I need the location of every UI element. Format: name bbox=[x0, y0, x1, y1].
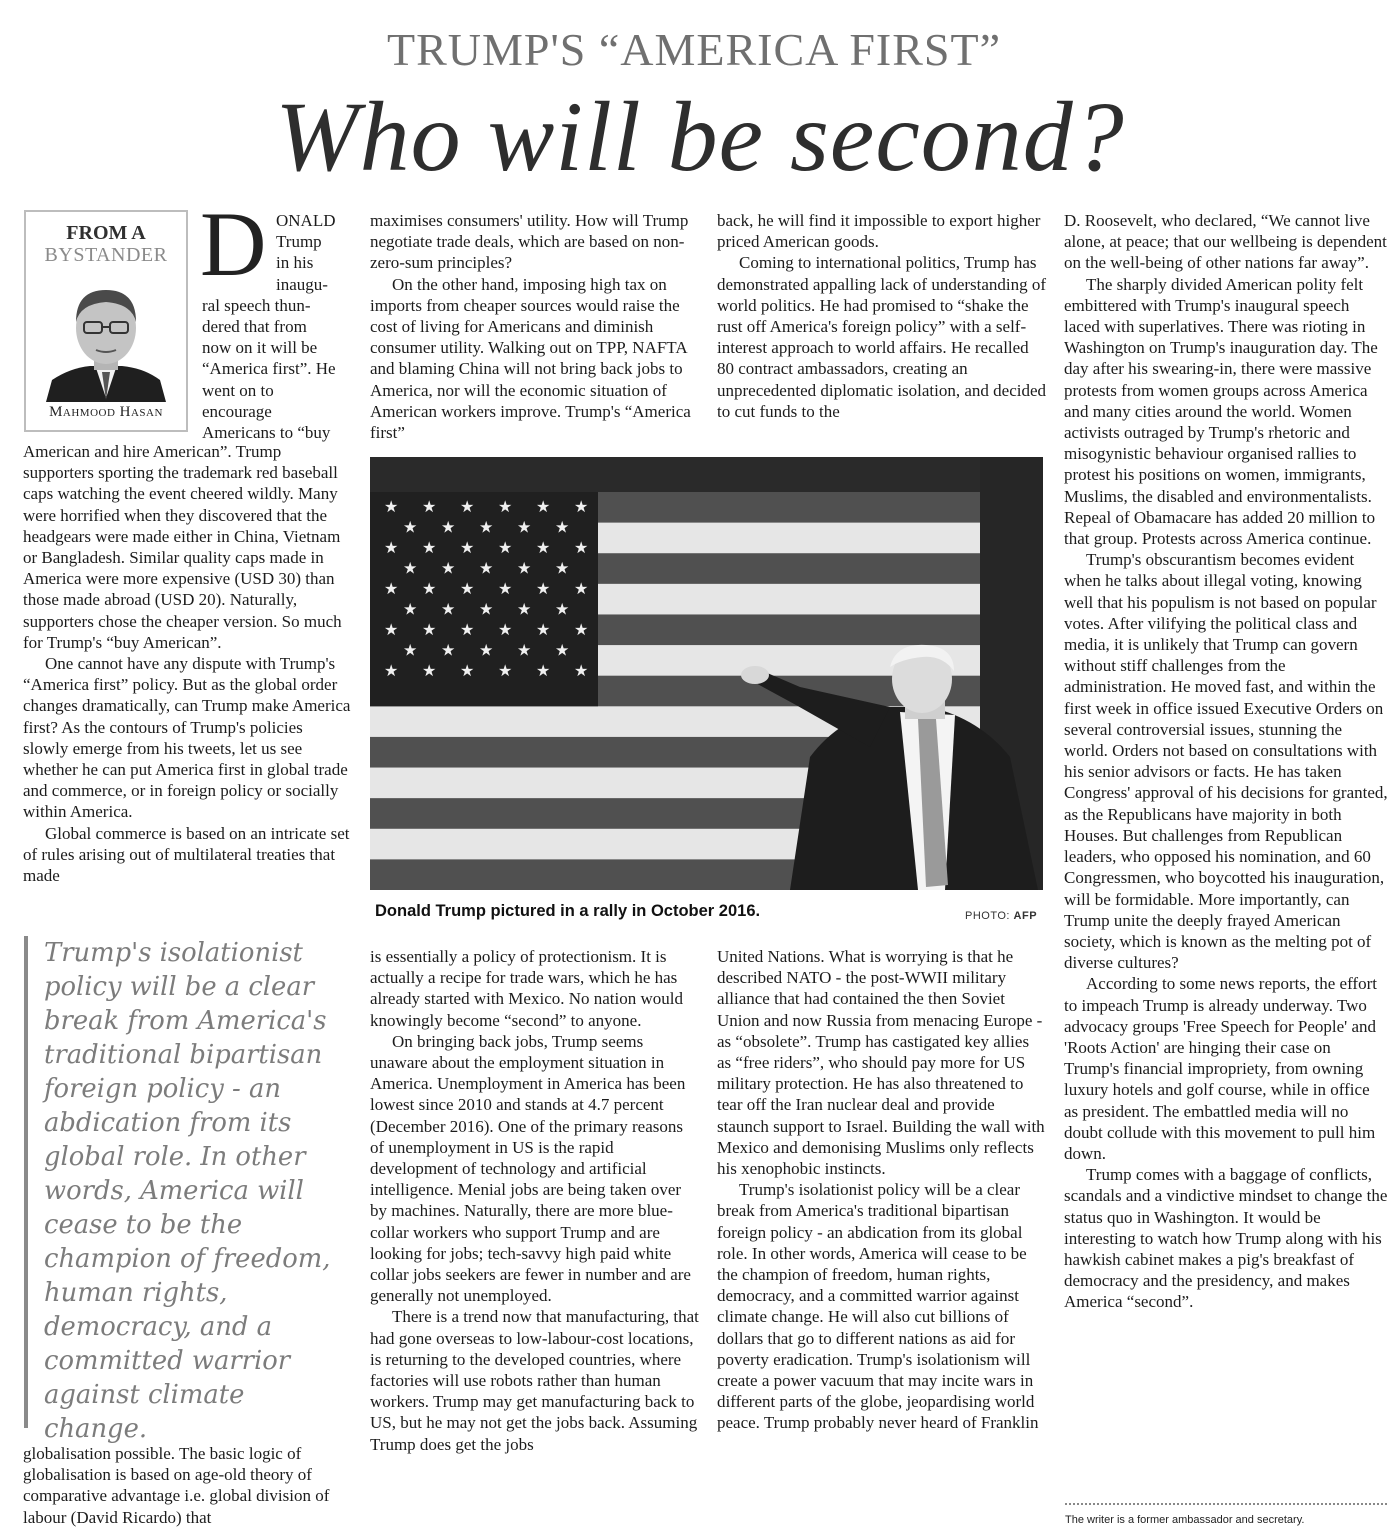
wrap-line: encourage bbox=[202, 401, 272, 421]
svg-text:★: ★ bbox=[498, 579, 513, 598]
svg-text:★: ★ bbox=[422, 579, 437, 598]
paragraph: On bringing back jobs, Trump seems unaware about the employment situation in America. Unemployment in America has been lowest since 2010 and stands at 4.7 percent (December 2016). One of the primary reasons of unemployment in US is the rapid development of technology and artificial intelligence. Menial jobs are being taken over by machines. Naturally, there are more blue-collar workers who support Trump and are looking for jobs; tech-savvy high paid white collar jobs seekers are fewer in number and are generally not unemployed. bbox=[370, 1031, 691, 1306]
svg-text:★: ★ bbox=[460, 538, 475, 557]
svg-text:★: ★ bbox=[498, 620, 513, 639]
svg-text:★: ★ bbox=[441, 517, 456, 537]
photo-credit bbox=[965, 910, 1037, 922]
paragraph: United Nations. What is worrying is that he described NATO - the post-WWII military alliance that had contained the then Soviet Union and now Russia from menacing Europe - as “obsolete”. Trump has castigated key allies as “free riders”, who should pay more for US military protection. He has also threatened to tear off the Iran nuclear deal and provide staunch support to Israel. Building the wall with Mexico and demonising Muslims only reflects his xenophobic instincts. bbox=[717, 947, 1045, 1179]
byline-box bbox=[24, 210, 188, 432]
wrap-line: Americans to “buy bbox=[202, 423, 331, 443]
svg-text:★: ★ bbox=[384, 661, 399, 680]
column-label-line1: FROM A bbox=[66, 222, 146, 244]
paragraph: According to some news reports, the effort to impeach Trump is already underway. Two advocacy groups 'Free Speech for People' and 'Roots Action' are hinging their case on Trump's financial impropriety, from owning luxury hotels and golf course, while in office as president. The embattled media will no doubt collude with this movement to pull him down. bbox=[1064, 974, 1377, 1163]
wrap-line: dered that from bbox=[202, 317, 307, 337]
paragraph: Trump comes with a baggage of conflicts, scandals and a vindictive mindset to change the status quo in Washington. It would be interesting to watch how Trump along with his hawkish cabinet makes a pig's breakfast of democracy and the presidency, and makes America “second”. bbox=[1064, 1165, 1388, 1312]
svg-text:★: ★ bbox=[555, 517, 570, 537]
svg-text:★: ★ bbox=[517, 517, 532, 537]
svg-text:★: ★ bbox=[479, 517, 494, 537]
svg-text:★: ★ bbox=[384, 579, 399, 598]
svg-text:★: ★ bbox=[498, 538, 513, 557]
svg-text:★: ★ bbox=[403, 599, 418, 619]
svg-text:★: ★ bbox=[517, 599, 532, 619]
wrap-line: now on it will be bbox=[202, 338, 318, 358]
svg-text:★: ★ bbox=[460, 497, 475, 516]
paragraph: globalisation possible. The basic logic of globalisation is based on age-old theory of comparative advantage i.e. global division of labour (David Ricardo) that bbox=[23, 1444, 330, 1527]
svg-text:★: ★ bbox=[403, 517, 418, 537]
svg-text:★: ★ bbox=[384, 538, 399, 557]
svg-text:★: ★ bbox=[384, 620, 399, 639]
svg-text:★: ★ bbox=[479, 558, 494, 578]
author-portrait bbox=[40, 272, 172, 402]
col1-end bbox=[23, 1443, 351, 1528]
wrap-line: Trump bbox=[276, 232, 322, 252]
svg-text:★: ★ bbox=[536, 579, 551, 598]
svg-text:★: ★ bbox=[574, 538, 589, 557]
drop-cap: D bbox=[200, 193, 267, 295]
svg-text:★: ★ bbox=[460, 661, 475, 680]
svg-text:★: ★ bbox=[460, 579, 475, 598]
paragraph: American and hire American”. Trump supporters sporting the trademark red baseball caps watching the event cheered wildly. Many were horrified when they discovered that the headgears were made either in China, Vietnam or Bangladesh. Similar quality caps made in America were more expensive (USD 30) than those made abroad (USD 20). Naturally, supporters chose the cheaper version. So much for Trump's “buy American”. bbox=[23, 442, 342, 652]
svg-text:★: ★ bbox=[517, 558, 532, 578]
svg-text:★: ★ bbox=[441, 640, 456, 660]
paragraph: Trump's isolationist policy will be a clear break from America's traditional bipartisan foreign policy - an abdication from its global role. In other words, America will cease to be the champion of freedom, human rights, democracy, and a committed warrior against climate change. He will also cut billions of dollars that go to different nations as aid for poverty eradication. Trump's isolationism will create a power vacuum that may incite wars in different parts of the globe, jeopardising world peace. Trump probably never heard of Franklin bbox=[717, 1180, 1039, 1433]
svg-text:★: ★ bbox=[403, 558, 418, 578]
author-name: Mahmood Hasan bbox=[49, 404, 163, 420]
pull-quote: Trump's isolationist policy will be a clear break from America's traditional bipartisan foreign policy - an abdication from its global role. In other words, America will cease to be the champion of freedom, human rights, democracy, and a committed warrior against climate change. bbox=[24, 936, 350, 1428]
wrap-line: went on to bbox=[202, 380, 274, 400]
svg-text:★: ★ bbox=[536, 538, 551, 557]
wrap-line: ONALD bbox=[276, 211, 336, 230]
kicker: TRUMP'S “AMERICA FIRST” bbox=[386, 24, 1002, 75]
col3-top bbox=[717, 210, 1047, 422]
svg-text:★: ★ bbox=[555, 599, 570, 619]
wrap-line: inaugu- bbox=[276, 274, 328, 294]
col2-top bbox=[370, 210, 700, 443]
paragraph: There is a trend now that manufacturing, that had gone overseas to low-labour-cost locations, is returning to the developed countries, where factories will use robots rather than human workers. Trump may get manufacturing back to US, but he may not get the jobs back. Assuming Trump does get the jobs bbox=[370, 1307, 699, 1454]
paragraph: One cannot have any dispute with Trump's “America first” policy. But as the global order changes dramatically, can Trump make America first? As the contours of Trump's policies slowly emerge from his tweets, let us see whether he can put America first in global trade and commerce, or in foreign policy or socially within America. bbox=[23, 654, 351, 822]
paragraph: The sharply divided American polity felt embittered with Trump's inaugural speech laced with superlatives. There was rioting in Washington on Trump's inauguration day. The day after his swearing-in, there were massive protests from women groups across America and many cities around the world. Women activists outraged by Trump's rhetoric and misogynistic behaviour organised rallies to protest his positions on women, immigrants, Muslims, the disabled and environmentalists. Repeal of Obamacare has added 20 million to that group. Protests across America continue. bbox=[1064, 274, 1378, 549]
wrap-line: in his bbox=[276, 253, 314, 273]
photo-credit-label: PHOTO: bbox=[965, 910, 1010, 922]
svg-text:★: ★ bbox=[536, 620, 551, 639]
col2-bottom bbox=[370, 946, 700, 1455]
paragraph: Coming to international politics, Trump has demonstrated appalling lack of understanding of world politics. He had promised to “shake the rust off America's foreign policy” with a self-interest approach to world affairs. He recalled 80 contract ambassadors, creating an unprecedented diplomatic isolation, and decided to cut funds to the bbox=[717, 253, 1047, 421]
paragraph: Trump's obscurantism becomes evident when he talks about illegal voting, knowing well that his populism is not based on popular votes. After vilifying the political class and media, it is unlikely that Trump can govern without stiff challenges from the administration. He moved fast, and within the first week in office issued Executive Orders on several controversial issues, stunning the world. Orders not based on consultations with his senior advisors or facts. He has taken Congress' approval of his decisions for granted, as the Republicans have majority in both Houses. But challenges from Republican leaders, who opposed his nomination, and 60 Congressmen, who boycotted his inauguration, will be formidable. More importantly, can Trump unite the deeply frayed American society, which is known as the melting pot of diverse cultures? bbox=[1064, 550, 1388, 973]
svg-text:★: ★ bbox=[498, 497, 513, 516]
rally-photo bbox=[370, 457, 1043, 890]
svg-text:★: ★ bbox=[574, 497, 589, 516]
svg-text:★: ★ bbox=[574, 579, 589, 598]
svg-text:★: ★ bbox=[384, 497, 399, 516]
svg-text:★: ★ bbox=[403, 640, 418, 660]
svg-text:★: ★ bbox=[536, 497, 551, 516]
paragraph: Global commerce is based on an intricate set of rules arising out of multilateral treaties that made bbox=[23, 823, 350, 886]
paragraph: On the other hand, imposing high tax on imports from cheaper sources would raise the cost of living for Americans and diminish consumer utility. Walking out on TPP, NAFTA and blaming China will not bring back jobs to America, nor will the economic situation of American workers improve. Trump's “America first” bbox=[370, 274, 691, 443]
divider bbox=[1065, 1503, 1387, 1505]
col4 bbox=[1064, 210, 1388, 1313]
author-note: The writer is a former ambassador and secretary. bbox=[1065, 1514, 1305, 1526]
col1-wrap bbox=[202, 210, 352, 443]
svg-text:★: ★ bbox=[422, 661, 437, 680]
svg-text:★: ★ bbox=[555, 640, 570, 660]
column-label-line2: BYSTANDER bbox=[44, 244, 168, 266]
photo-credit-source: AFP bbox=[1013, 910, 1038, 922]
flag-image bbox=[370, 457, 1043, 890]
wrap-line: ral speech thun- bbox=[202, 295, 311, 315]
svg-text:★: ★ bbox=[441, 599, 456, 619]
svg-text:★: ★ bbox=[479, 599, 494, 619]
headline: Who will be second? bbox=[275, 81, 1125, 192]
svg-text:★: ★ bbox=[422, 497, 437, 516]
col1-body bbox=[23, 441, 351, 886]
paragraph: back, he will find it impossible to export higher priced American goods. bbox=[717, 211, 1041, 252]
paragraph: maximises consumers' utility. How will Trump negotiate trade deals, which are based on non-zero-sum principles? bbox=[370, 211, 689, 273]
photo-caption: Donald Trump pictured in a rally in October 2016. bbox=[375, 902, 761, 920]
svg-text:★: ★ bbox=[460, 620, 475, 639]
paragraph: D. Roosevelt, who declared, “We cannot live alone, at peace; that our wellbeing is dependent on the well-being of other nations far away”. bbox=[1064, 211, 1387, 273]
svg-text:★: ★ bbox=[517, 640, 532, 660]
paragraph: is essentially a policy of protectionism. It is actually a recipe for trade wars, which he has already started with Mexico. No nation would knowingly become “second” to anyone. bbox=[370, 947, 684, 1030]
svg-text:★: ★ bbox=[536, 661, 551, 680]
svg-text:★: ★ bbox=[498, 661, 513, 680]
svg-text:★: ★ bbox=[422, 620, 437, 639]
svg-text:★: ★ bbox=[422, 538, 437, 557]
wrap-line: “America first”. He bbox=[202, 359, 336, 379]
svg-text:★: ★ bbox=[574, 620, 589, 639]
col3-bottom bbox=[717, 946, 1047, 1434]
svg-text:★: ★ bbox=[479, 640, 494, 660]
svg-text:★: ★ bbox=[441, 558, 456, 578]
svg-text:★: ★ bbox=[574, 661, 589, 680]
svg-text:★: ★ bbox=[555, 558, 570, 578]
